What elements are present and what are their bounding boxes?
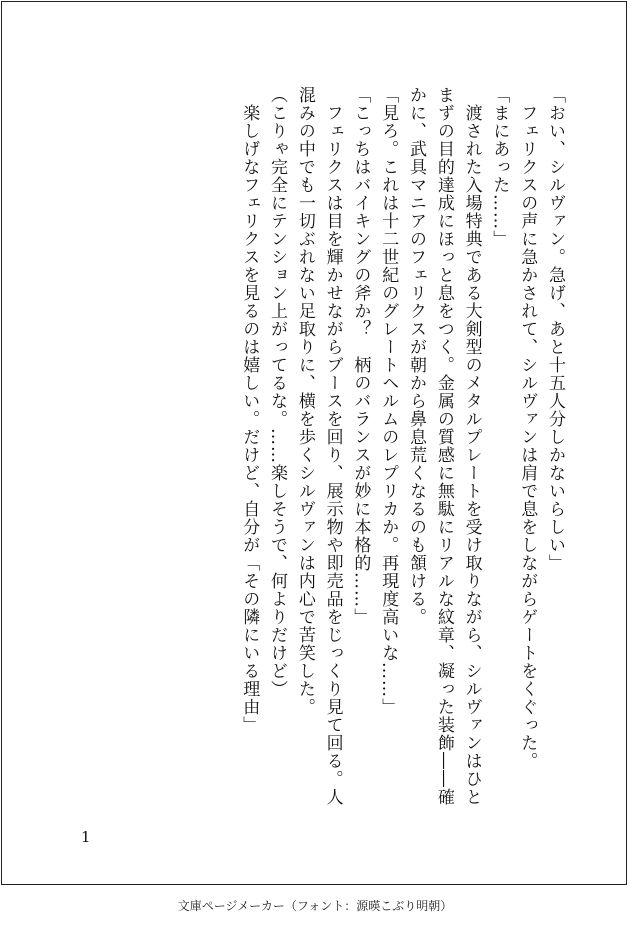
paragraph: （こりゃ完全にテンション上がってるな。……楽しそうで、何よりだけど）: [267, 86, 288, 698]
paragraph: フェリクスの声に急かされて、シルヴァンは肩で息をしながらゲートをくぐった。: [517, 86, 538, 770]
paragraph: フェリクスは目を輝かせながらブースを回り、展示物や即売品をじっくり見て回る。人混みの中でも一切ぶれない足取りに、横を歩くシルヴァンは内心で苦笑した。: [294, 86, 343, 806]
paragraph: 渡された入場特典である大剣型のメタルプレートを受け取りながら、シルヴァンはひとまずの目的達成にほっと息をつく。金属の質感に無駄にリアルな紋章、凝った装飾――確かに、武具マニアのフェリクスが朝から鼻息荒くなるのも頷ける。: [406, 86, 482, 806]
footer-credit: 文庫ページメーカー（フォント：源暎こぶり明朝）: [177, 899, 453, 913]
paragraph: 楽しげなフェリクスを見るのは嬉しい。だけど、自分が「その隣にいる理由」: [239, 86, 260, 734]
paragraph: 「おい、シルヴァン。急げ、あと十五人分しかないらしい」: [545, 86, 565, 572]
paragraph: 「まにあった……」: [489, 86, 510, 248]
page-number: 1: [81, 828, 91, 846]
page-frame: [1, 1, 627, 885]
paragraph: 「見ろ。これは十二世紀のグレートヘルムのレプリカか。再現度高いな……」: [378, 86, 399, 716]
paragraph: 「こっちはバイキングの斧か？ 柄のバランスが妙に本格的……」: [350, 86, 371, 626]
vertical-text-body: [68, 86, 568, 806]
